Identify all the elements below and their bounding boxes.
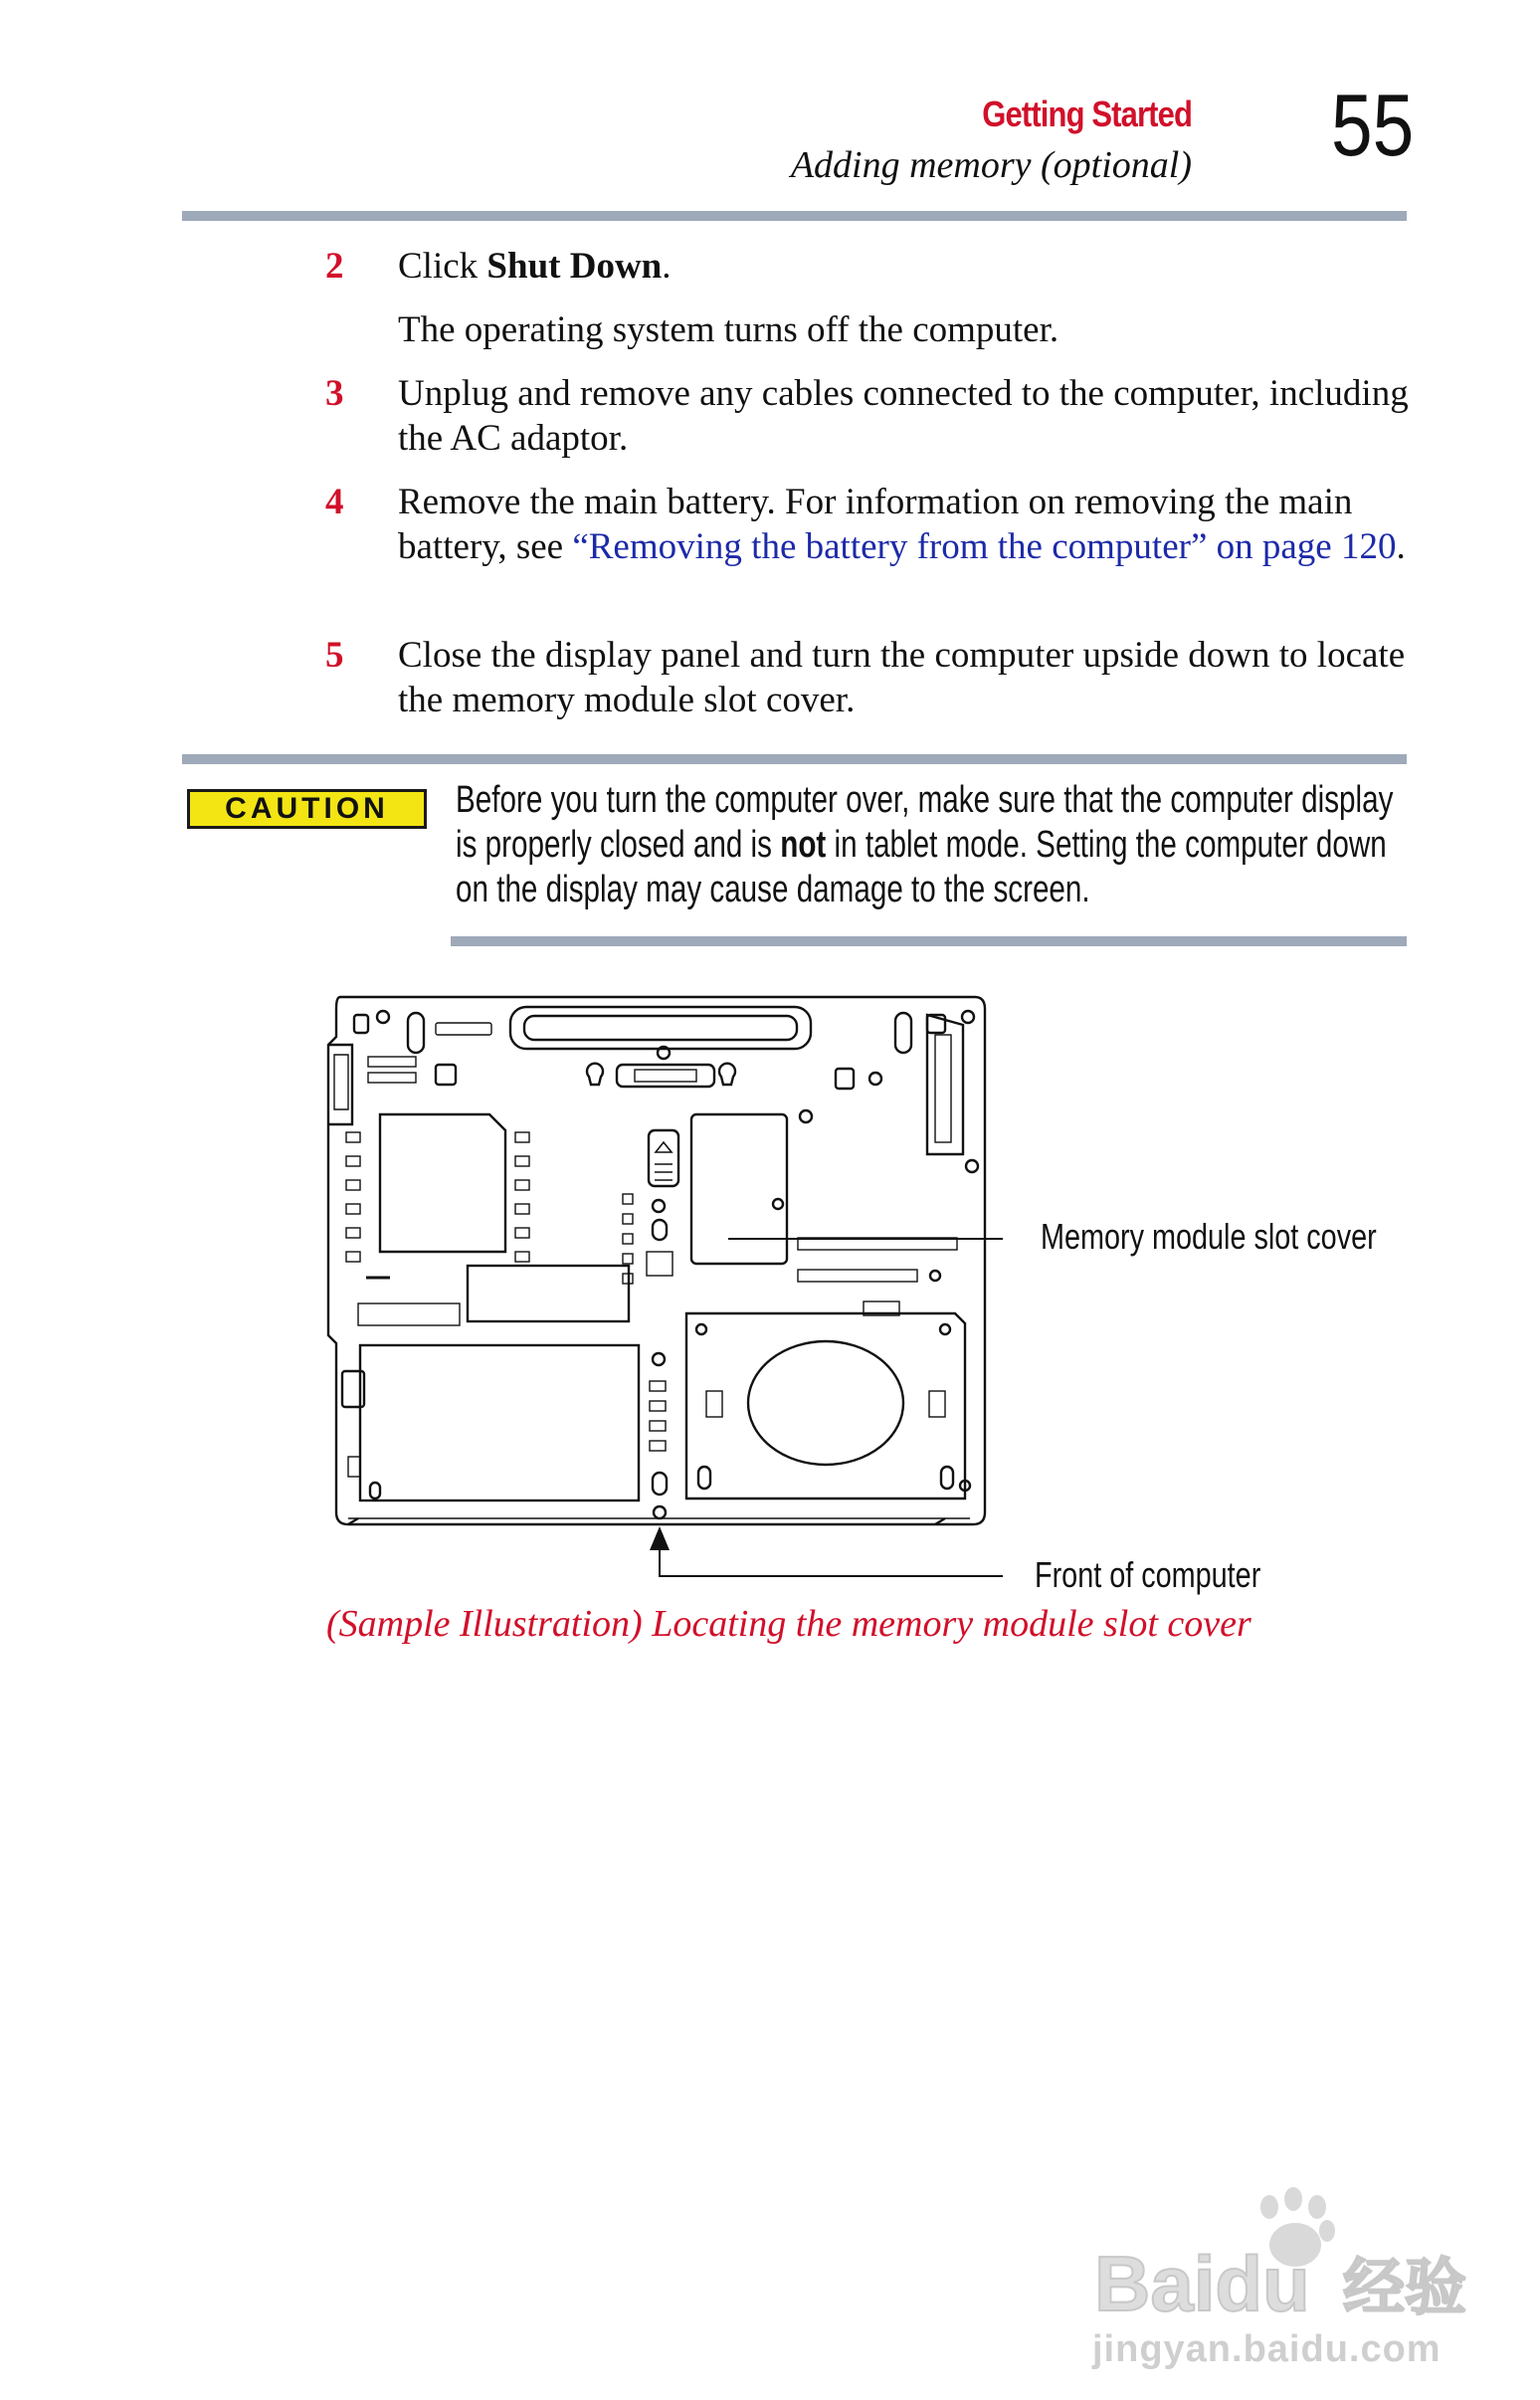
lock-switch bbox=[649, 1130, 678, 1186]
hdd-oval bbox=[748, 1341, 903, 1465]
chassis-outline bbox=[328, 997, 985, 1524]
step-number: 5 bbox=[325, 635, 344, 676]
step-number: 4 bbox=[325, 482, 344, 522]
header-rule bbox=[182, 211, 1407, 221]
top-left-tab bbox=[354, 1015, 368, 1033]
caution-bottom-rule bbox=[451, 936, 1407, 946]
step-note: The operating system turns off the computer. bbox=[398, 309, 1059, 350]
lock-switch-arrow bbox=[656, 1142, 672, 1152]
top-right-screw bbox=[962, 1011, 974, 1023]
step-number: 2 bbox=[325, 246, 344, 287]
left-latch-inner bbox=[334, 1055, 348, 1109]
front-arrow-icon bbox=[650, 1526, 670, 1550]
front-callout-line bbox=[660, 1534, 1003, 1576]
top-left-screw bbox=[377, 1011, 389, 1023]
baidu-watermark bbox=[1074, 2179, 1492, 2328]
hdd-vent-right bbox=[929, 1391, 945, 1417]
hdd-slot-left bbox=[698, 1467, 710, 1489]
step-text: Unplug and remove any cables connected to the computer, including the AC adaptor. bbox=[398, 373, 1409, 459]
label-plate bbox=[468, 1266, 629, 1321]
lower-mid-screw bbox=[653, 1353, 665, 1365]
battery-bay bbox=[360, 1345, 639, 1500]
lock-switch-grip bbox=[655, 1164, 673, 1180]
upper-left-panel bbox=[380, 1114, 505, 1252]
right-stylus-bay bbox=[927, 1015, 963, 1154]
baidu-brand-text: Baidu bbox=[1094, 2240, 1310, 2327]
laptop-underside-illustration bbox=[318, 985, 1015, 1582]
front-callout: Front of computer bbox=[1035, 1554, 1261, 1595]
baidu-brand-cn: 经验 bbox=[1343, 2251, 1467, 2323]
left-vents bbox=[368, 1057, 416, 1083]
page-number: 55 bbox=[1331, 76, 1415, 174]
center-connector bbox=[617, 1065, 714, 1087]
top-right-slot bbox=[895, 1013, 911, 1053]
hdd-vent-left bbox=[706, 1391, 722, 1417]
hdd-screw-tl bbox=[696, 1324, 706, 1334]
lower-mid-slot bbox=[653, 1473, 667, 1495]
center-right-screw bbox=[800, 1110, 812, 1122]
upper-left-square bbox=[436, 1065, 456, 1085]
dock-connector bbox=[510, 1007, 811, 1049]
mid-screw bbox=[653, 1200, 665, 1212]
subsection-title: Adding memory (optional) bbox=[790, 144, 1192, 186]
top-left-slot bbox=[408, 1013, 424, 1053]
step-text: Close the display panel and turn the computer upside down to locate the memory module slot cover. bbox=[398, 635, 1406, 720]
step-text: Remove the main battery. For information on removing the main battery, see “Removing the battery from the computer” on page 120. bbox=[398, 482, 1406, 567]
hdd-slot-right bbox=[941, 1467, 953, 1489]
lower-mid-vents bbox=[650, 1381, 666, 1451]
keyhole-left bbox=[587, 1064, 603, 1085]
top-vent bbox=[436, 1023, 491, 1035]
right-vent-strip-2 bbox=[798, 1270, 917, 1282]
figure-caption: (Sample Illustration) Locating the memory module slot cover bbox=[326, 1603, 1251, 1645]
battery-page-link[interactable]: “Removing the battery from the computer” on page 120 bbox=[572, 526, 1397, 567]
dock-connector-inner bbox=[524, 1016, 797, 1040]
right-vent-screw bbox=[930, 1271, 940, 1281]
right-stylus-slot bbox=[935, 1035, 951, 1142]
shut-down-label: Shut Down bbox=[486, 246, 663, 287]
mid-slot bbox=[653, 1220, 667, 1240]
step-number: 3 bbox=[325, 373, 344, 414]
upper-left-vent-column bbox=[346, 1132, 529, 1262]
keyhole-right bbox=[719, 1064, 735, 1085]
caution-text: Before you turn the computer over, make sure that the computer display is properly closed and is not in tablet mode. Setting the computer down on the display may cause damage to the screen. bbox=[456, 779, 1394, 910]
right-upper-screw bbox=[869, 1073, 881, 1085]
caution-badge: CAUTION bbox=[187, 789, 427, 829]
caution-emphasis: not bbox=[780, 824, 827, 866]
step-text: Click Shut Down. bbox=[398, 246, 672, 287]
memory-slot-callout: Memory module slot cover bbox=[1041, 1216, 1377, 1257]
memory-cover-screw bbox=[773, 1199, 783, 1209]
mid-port bbox=[647, 1252, 673, 1276]
memory-slot-cover bbox=[691, 1114, 787, 1264]
caution-top-rule bbox=[182, 754, 1407, 764]
battery-lock bbox=[370, 1483, 380, 1499]
hdd-screw-tr bbox=[940, 1324, 950, 1334]
watermark-url: jingyan.baidu.com bbox=[1092, 2328, 1442, 2370]
right-screw bbox=[966, 1160, 978, 1172]
lower-left-vent bbox=[358, 1303, 460, 1325]
bottom-mid-screw bbox=[654, 1506, 666, 1518]
section-title: Getting Started bbox=[982, 94, 1192, 134]
right-square bbox=[836, 1069, 854, 1089]
battery-indicator bbox=[348, 1457, 360, 1477]
center-connector-pins bbox=[635, 1070, 696, 1082]
